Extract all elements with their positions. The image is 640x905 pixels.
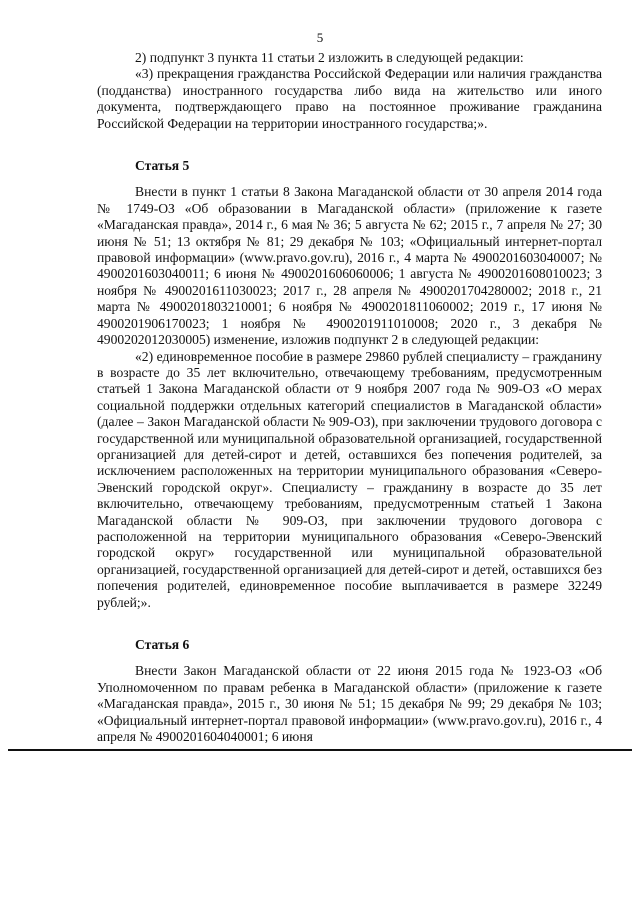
article-5-heading: Статья 5: [135, 158, 190, 174]
section-spacer: [97, 611, 602, 637]
article-5-intro: Внести в пункт 1 статьи 8 Закона Магаданской области от 30 апреля 2014 года № 1749-ОЗ «Об образовании в Магаданской области» (приложение к газете «Магаданская правда», 2014 г., 6 мая № 36; 5 августа № 62; 2015 г., 7 апреля № 27; 30 июня № 51; 13 октября № 81; 29 декабря № 103; «Официальный интернет-портал правовой информации» (www.pravo.gov.ru), 2016 г., 4 марта № 4900201603040007; № 4900201603040011; 6 июня № 4900201606060006; 1 августа № 4900201608010023; 3 ноября № 4900201611030023; 2017 г., 28 апреля № 4900201704280002; 2018 г., 21 марта № 4900201803210001; 6 ноября № 4900201811060002; 2019 г., 17 июня № 4900201906170023; 1 ноября № 4900201911010008; 2020 г., 3 декабря № 4900202012030005) изменение, изложив подпункт 2 в следующей редакции:: [97, 184, 602, 348]
article-6-intro: Внести Закон Магаданской области от 22 июня 2015 года № 1923-ОЗ «Об Уполномоченном по правам ребенка в Магаданской области» (приложение к газете «Магаданская правда», 2015 г., 30 июня № 51; 15 декабря № 99; 29 декабря № 103; «Официальный интернет-портал правовой информации» (www.pravo.gov.ru), 2016 г., 4 апреля № 4900201604040001; 6 июня: [97, 663, 602, 745]
page-bottom-rule: [8, 749, 632, 751]
section-spacer: [97, 132, 602, 158]
article-5-subpoint: «2) единовременное пособие в размере 29860 рублей специалисту – гражданину в возрасте до 35 лет включительно, отвечающему требованиям, предусмотренным статьей 1 Закона Магаданской области от 9 ноября 2007 года № 909-ОЗ «О мерах социальной поддержки отдельных категорий специалистов в Магаданской области» (далее – Закон Магаданской области № 909-ОЗ), при заключении трудового договора с государственной или муниципальной образовательной организацией, государственной организацией для детей-сирот и детей, оставшихся без попечения родителей, за исключением расположенных на территории муниципального образования «Северо-Эвенский городской округ». Специалисту – гражданину в возрасте до 35 лет включительно, отвечающему требованиям, предусмотренным статьей 1 Закона Магаданской области № 909-ОЗ, при заключении трудового договора с расположенной на территории муниципального образования «Северо-Эвенский городской округ» государственной или муниципальной образовательной организацией, государственной организацией для детей-сирот и детей, оставшихся без попечения родителей, единовременное пособие выплачивается в размере 32249 рублей;».: [97, 348, 602, 610]
section-spacer: [97, 174, 602, 184]
amendment-quote: «3) прекращения гражданства Российской Федерации или наличия гражданства (подданства) иностранного государства либо вида на жительство или иного документа, подтверждающего право на постоянное проживание гражданина Российской Федерации на территории иностранного государства;».: [97, 66, 602, 131]
document-body: [97, 50, 602, 745]
page-number: 5: [316, 30, 324, 45]
article-6-heading: Статья 6: [135, 637, 190, 652]
section-spacer: [97, 653, 602, 663]
amendment-paragraph: 2) подпункт 3 пункта 11 статьи 2 изложить в следующей редакции:: [135, 50, 524, 65]
